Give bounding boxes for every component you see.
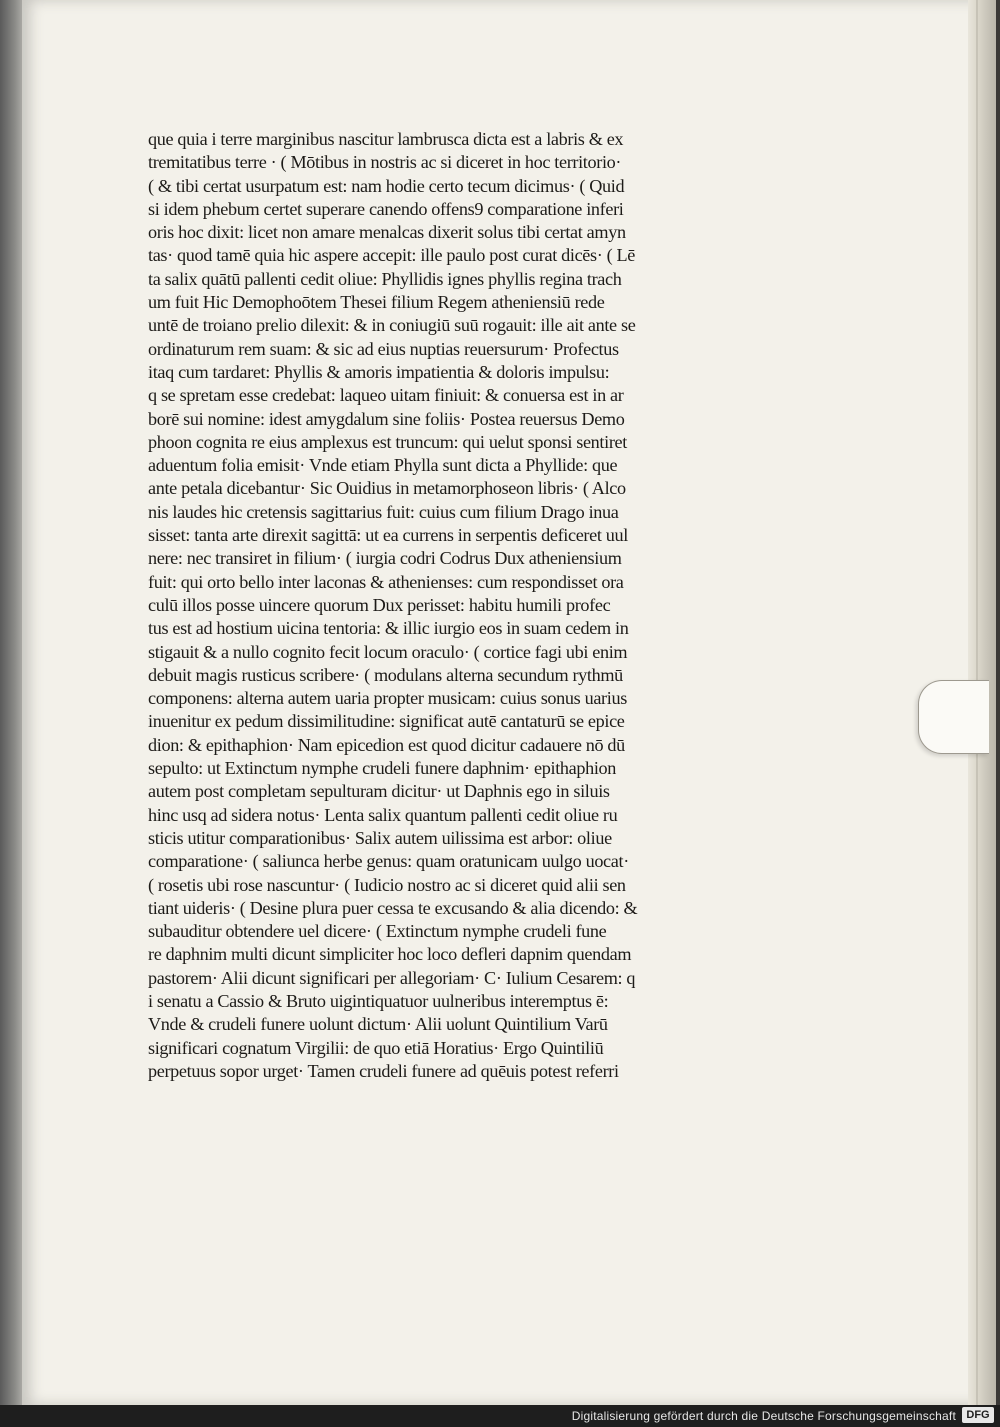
text-line: perpetuus sopor urget· Tamen crudeli funere ad quēuis potest referri [148,1060,619,1081]
text-line: untē de troiano prelio dilexit: & in coniugiū suū rogauit: ille ait ante se [148,315,636,336]
text-line: debuit magis rusticus scribere· ( modulans alterna secundum rythmū [148,664,623,685]
text-line: que quia i terre marginibus nascitur lambrusca dicta est a labris & ex [148,129,624,149]
text-line: ta salix quātū pallenti cedit oliue: Phyllidis ignes phyllis regina trach [148,268,622,289]
text-line: tus est ad hostium uicina tentoria: & illic iurgio eos in suam cedem in [148,618,629,639]
text-line: phoon cognita re eius amplexus est truncum: qui uelut sponsi sentiret [148,431,627,452]
page-clip-marker [918,680,989,754]
text-line: sticis utitur comparationibus· Salix autem uilissima est arbor: oliue [148,827,612,848]
text-line: itaq cum tardaret: Phyllis & amoris impatientia & doloris impulsu: [148,361,610,382]
text-line: subauditur obtendere uel dicere· ( Extinctum nymphe crudeli fune [148,921,607,942]
text-line: stigauit & a nullo cognito fecit locum oraculo· ( cortice fagi ubi enim [148,641,628,662]
funding-credit: Digitalisierung gefördert durch die Deutsche Forschungsgemeinschaft [571,1409,956,1423]
text-line: tremitatibus terre · ( Mōtibus in nostris ac si diceret in hoc territorio· [148,152,622,173]
text-line: ordinaturum rem suam: & sic ad eius nuptias reuersurum· Profectus [148,338,619,359]
text-line: ante petala dicebantur· Sic Ouidius in metamorphoseon libris· ( Alco [148,478,626,499]
text-line: comparatione· ( saliunca herbe genus: quam oratunicam uulgo uocat· [148,851,629,872]
text-line: ( & tibi certat usurpatum est: nam hodie certo tecum dicimus· ( Quid [148,175,625,196]
text-line: aduentum folia emisit· Vnde etiam Phylla sunt dicta a Phyllide: que [148,455,618,476]
text-line: sepulto: ut Extinctum nymphe crudeli funere daphnim· epithaphion [148,758,617,779]
text-line: inuenitur ex pedum dissimilitudine: significat autē cantaturū se epice [148,711,625,732]
text-line: componens: alterna autem uaria propter musicam: cuius sonus uarius [148,688,627,709]
text-line: sisset: tanta arte direxit sagittā: ut ea currens in serpentis deficeret uul [148,525,628,546]
text-line: um fuit Hic Demophoōtem Thesei filium Regem atheniensiū rede [148,292,605,313]
text-line: oris hoc dixit: licet non amare menalcas dixerit solus tibi certat amyn [148,222,626,243]
text-line: tas· quod tamē quia hic aspere accepit: ille paulo post curat dicēs· ( Lē [148,245,636,266]
text-line: i senatu a Cassio & Bruto uigintiquatuor uulneribus interemptus ē: [148,990,609,1011]
text-line: si idem phebum certet superare canendo offens9 comparatione inferi [148,198,624,219]
text-line: nis laudes hic cretensis sagittarius fuit: cuius cum filium Drago inua [148,501,619,522]
commentary-text-block [148,128,748,1083]
text-line: q se spretam esse credebat: laqueo uitam finiuit: & conuersa est in ar [148,385,624,406]
text-line: nere: nec transiret in filium· ( iurgia codri Codrus Dux atheniensium [148,548,622,569]
text-line: pastorem· Alii dicunt significari per allegoriam· C· Iulium Cesarem: q [148,967,636,988]
text-line: borē sui nomine: idest amygdalum sine foliis· Postea reuersus Demo [148,408,625,429]
text-line: autem post completam sepulturam dicitur· ut Daphnis ego in siluis [148,781,610,802]
text-line: tiant uideris· ( Desine plura puer cessa te excusando & alia dicendo: & [148,897,638,918]
text-line: ( rosetis ubi rose nascuntur· ( Iudicio nostro ac si diceret quid alii sen [148,874,626,895]
text-line: hinc usq ad sidera notus· Lenta salix quantum pallenti cedit oliue ru [148,804,618,825]
text-line: significari cognatum Virgilii: de quo etiā Horatius· Ergo Quintiliū [148,1037,604,1058]
text-line: fuit: qui orto bello inter laconas & athenienses: cum respondisset ora [148,571,624,592]
text-line: re daphnim multi dicunt simpliciter hoc loco defleri dapnim quendam [148,944,632,965]
text-line: culū illos posse uincere quorum Dux perisset: habitu humili profec [148,594,611,615]
text-line: Vnde & crudeli funere uolunt dictum· Alii uolunt Quintilium Varū [148,1014,608,1035]
text-line: dion: & epithaphion· Nam epicedion est quod dicitur cadauere nō dū [148,734,625,755]
dfg-logo: DFG [962,1407,994,1423]
